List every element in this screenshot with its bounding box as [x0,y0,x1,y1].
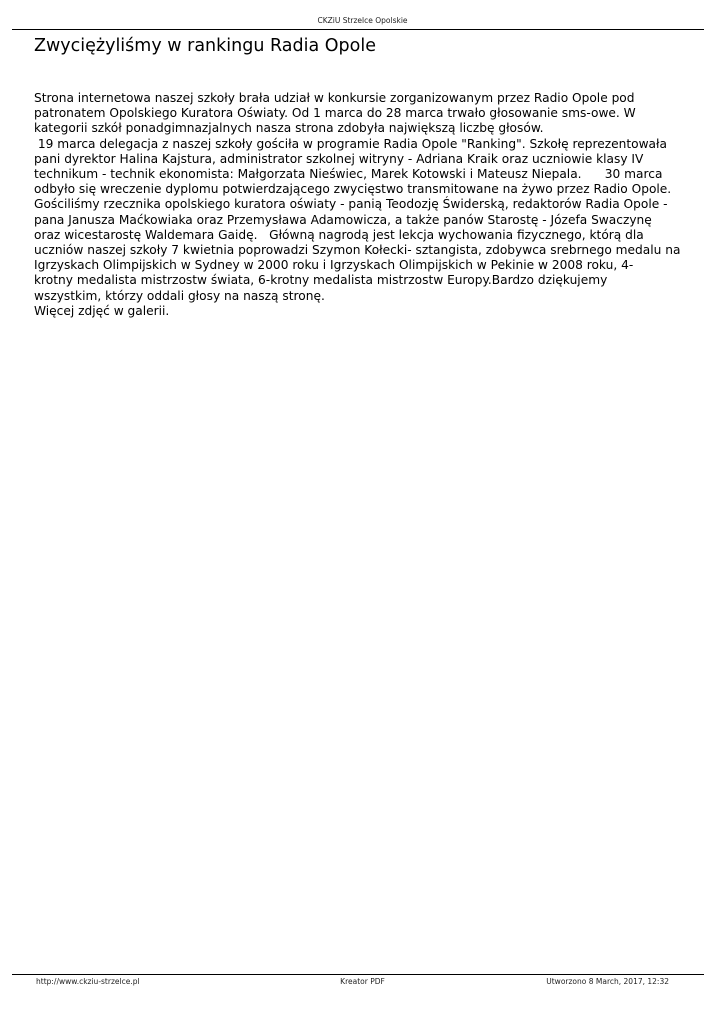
site-name: CKZiU Strzelce Opolskie [317,16,408,25]
gallery-link-text: Więcej zdjęć w galerii. [34,303,170,318]
footer-created-date: Utworzono 8 March, 2017, 12:32 [546,977,669,986]
body-line: kategorii szkół ponadgimnazjalnych nasza strona zdobyła największą liczbę głosów. [34,121,544,136]
body-line: pana Janusza Maćkowiaka oraz Przemysława Adamowicza, a także panów Starostę - Józefa Swaczynę [34,212,652,227]
body-line: Igrzyskach Olimpijskich w Sydney w 2000 roku i Igrzyskach Olimpijskich w Pekinie w 2008 roku, 4- [34,258,634,273]
body-line: patronatem Opolskiego Kuratora Oświaty. Od 1 marca do 28 marca trwało głosowanie sms-owe. W [34,106,636,121]
body-line: odbyło się wreczenie dyplomu potwierdzającego zwycięstwo transmitowane na żywo przez Radio Opole. [34,182,672,197]
body-line: krotny medalista mistrzostw świata, 6-krotny medalista mistrzostw Europy.Bardzo dziękujemy [34,273,608,288]
body-line: wszystkim, którzy oddali głosy na naszą stronę. [34,288,325,303]
body-line: pani dyrektor Halina Kajstura, administrator szkolnej witryny - Adriana Kraik oraz uczniowie klasy IV [34,151,644,166]
footer-url: http://www.ckziu-strzelce.pl [36,977,140,986]
body-line: Gościliśmy rzecznika opolskiego kuratora oświaty - panią Teodozję Świderską, redaktorów Radia Opole - [34,197,668,212]
header-divider [12,29,704,30]
article-title: Zwyciężyliśmy w rankingu Radia Opole [34,36,376,56]
body-line: oraz wicestarostę Waldemara Gaidę. Główną nagrodą jest lekcja wychowania fizycznego, którą dla [34,227,644,242]
footer-generator: Kreator PDF [340,977,385,986]
article-body [34,91,681,319]
body-line: Strona internetowa naszej szkoły brała udział w konkursie zorganizowanym przez Radio Opole pod [34,91,635,105]
body-line: 19 marca delegacja z naszej szkoły gościła w programie Radia Opole "Ranking". Szkołę reprezentowała [34,136,667,151]
footer-divider [12,974,704,975]
body-line: uczniów naszej szkoły 7 kwietnia poprowadzi Szymon Kołecki- sztangista, zdobywca srebrnego medalu na [34,243,681,258]
body-line: technikum - technik ekonomista: Małgorzata Nieświec, Marek Kotowski i Mateusz Niepala. 30 marca [34,167,663,182]
